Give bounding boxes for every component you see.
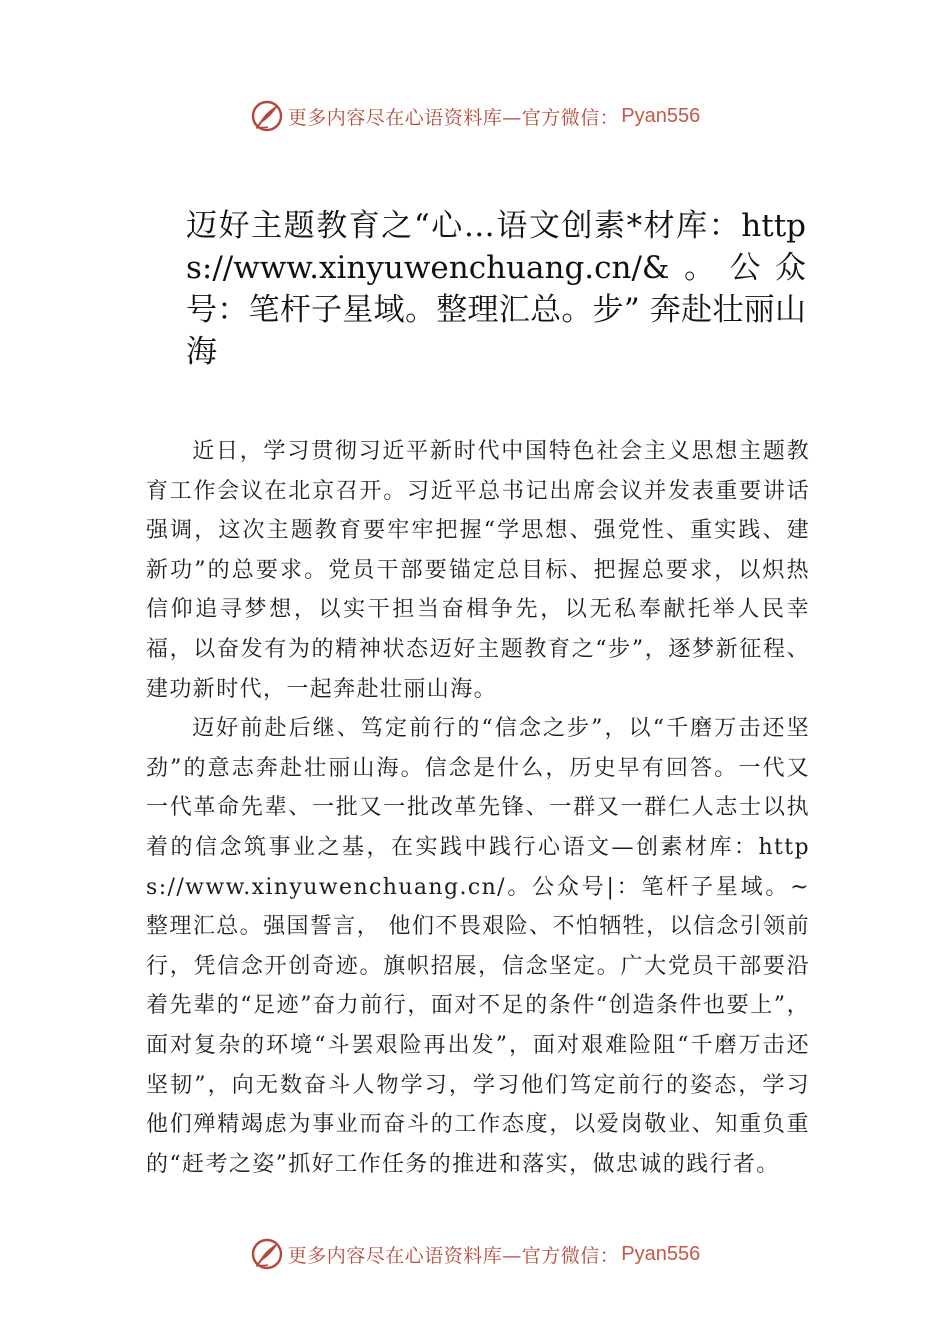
header-banner-text: 更多内容尽在心语资料库—官方微信：	[287, 106, 620, 129]
header-watermark-banner	[0, 96, 950, 136]
paragraph-1: 近日，学习贯彻习近平新时代中国特色社会主义思想主题教育工作会议在北京召开。习近平总书记出席会议并发表重要讲话强调，这次主题教育要牢牢把握“学思想、强党性、重实践、建新功”的总要求。党员干部要锚定总目标、把握总要求，以炽热信仰追寻梦想，以实干担当奋楫争先，以无私奉献托举人民幸福，以奋发有为的精神状态迈好主题教育之“步”，逐梦新征程、建功新时代，一起奔赴壮丽山海。	[146, 439, 810, 702]
paragraph-2: 迈好前赴后继、笃定前行的“信念之步”，以“千磨万击还坚劲”的意志奔赴壮丽山海。信念是什么，历史早有回答。一代又一代革命先辈、一批又一批改革先锋、一群又一群仁人志士以执着的信念筑事业之基，在实践中践行心语文—创素材库：https://www.xinyuwenchuang.cn/。公众号|：笔杆子星域。~整理汇总。强国誓言， 他们不畏艰险、不怕牺牲，以信念引领前行，凭信念开创奇迹。旗帜招展，信念坚定。广大党员干部要沿着先辈的“足迹”奋力前行，面对不足的条件“创造条件也要上”，面对复杂的环境“斗罢艰险再出发”，面对艰难险阻“千磨万击还坚韧”，向无数奋斗人物学习，学习他们笃定前行的姿态，学习他们殚精竭虑为事业而奋斗的工作态度，以爱岗敬业、知重负重的“赶考之姿”抓好工作任务的推进和落实，做忠诚的践行者。	[146, 716, 810, 1177]
quill-pen-logo-icon	[250, 1237, 284, 1271]
footer-banner-wechat-id: Pyan556	[621, 1242, 701, 1265]
quill-pen-logo-icon	[250, 99, 284, 133]
header-banner-wechat-id: Pyan556	[621, 104, 701, 127]
document-title: 迈好主题教育之“心…语文创素*材库：https://www.xinyuwenchuang.cn/&。公众号：笔杆子星域。整理汇总。步” 奔赴壮丽山海	[186, 208, 806, 370]
document-body	[146, 432, 810, 1184]
footer-banner-text: 更多内容尽在心语资料库—官方微信：	[287, 1244, 620, 1267]
footer-watermark-banner	[0, 1234, 950, 1274]
